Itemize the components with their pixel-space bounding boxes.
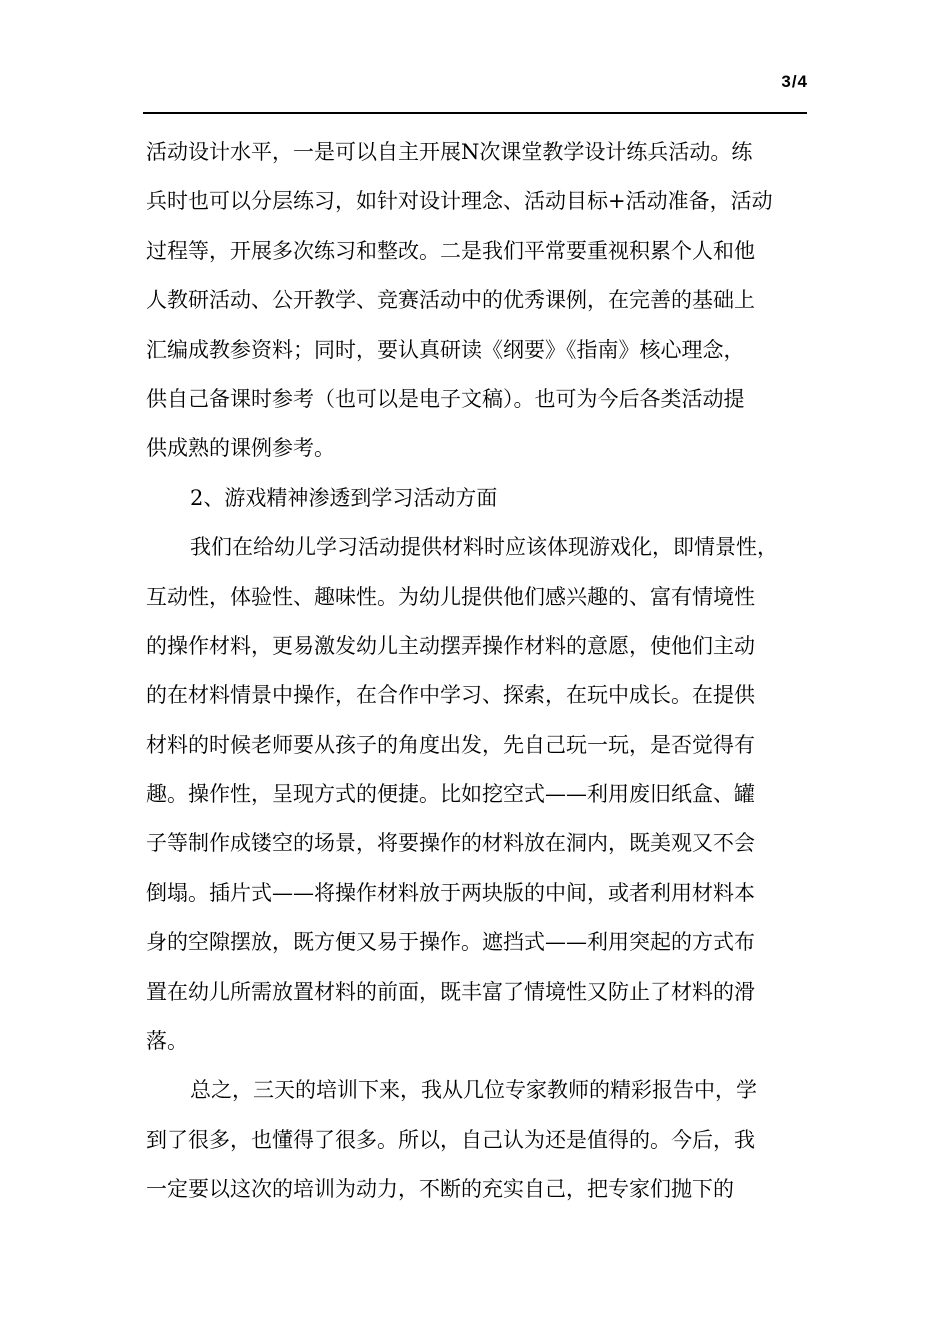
- paragraph-line: 汇编成教参资料；同时，要认真研读《纲要》《指南》核心理念，: [146, 337, 745, 362]
- paragraph-line: 人教研活动、公开教学、竞赛活动中的优秀课例，在完善的基础上: [146, 288, 755, 313]
- paragraph-line: 总之，三天的培训下来，我从几位专家教师的精彩报告中，学: [190, 1078, 757, 1103]
- paragraph-line: 一定要以这次的培训为动力，不断的充实自己，把专家们抛下的: [146, 1177, 734, 1202]
- document-body: [146, 128, 810, 1215]
- page-number: 3/4: [781, 72, 808, 91]
- paragraph-line: 倒塌。插片式——将操作材料放于两块版的中间，或者利用材料本: [146, 880, 755, 905]
- paragraph-line: 过程等，开展多次练习和整改。二是我们平常要重视积累个人和他: [146, 238, 755, 263]
- paragraph-line: 的操作材料，更易激发幼儿主动摆弄操作材料的意愿，使他们主动: [146, 633, 755, 658]
- paragraph-line: 子等制作成镂空的场景，将要操作的材料放在洞内，既美观又不会: [146, 831, 755, 856]
- paragraph-line: 互动性，体验性、趣味性。为幼儿提供他们感兴趣的、富有情境性: [146, 584, 755, 609]
- paragraph-line: 趣。操作性，呈现方式的便捷。比如挖空式——利用废旧纸盒、罐: [146, 782, 755, 807]
- paragraph-line: 到了很多，也懂得了很多。所以，自己认为还是值得的。今后，我: [146, 1127, 755, 1152]
- paragraph-line: 供自己备课时参考（也可以是电子文稿）。也可为今后各类活动提: [146, 386, 745, 411]
- paragraph-line: 兵时也可以分层练习，如针对设计理念、活动目标+活动准备，活动: [146, 189, 773, 214]
- header-rule: [143, 112, 807, 114]
- paragraph-line: 的在材料情景中操作，在合作中学习、探索，在玩中成长。在提供: [146, 683, 755, 708]
- paragraph-line: 供成熟的课例参考。: [146, 436, 335, 461]
- paragraph-line: 身的空隙摆放，既方便又易于操作。遮挡式——利用突起的方式布: [146, 930, 755, 955]
- paragraph-line: 我们在给幼儿学习活动提供材料时应该体现游戏化，即情景性，: [190, 535, 778, 560]
- paragraph-line: 活动设计水平，一是可以自主开展N次课堂教学设计练兵活动。练: [146, 140, 753, 164]
- paragraph-line: 置在幼儿所需放置材料的前面，既丰富了情境性又防止了材料的滑: [146, 979, 755, 1004]
- section-heading: 2、游戏精神渗透到学习活动方面: [190, 485, 498, 510]
- paragraph-line: 材料的时候老师要从孩子的角度出发，先自己玩一玩，是否觉得有: [146, 732, 755, 757]
- paragraph-line: 落。: [146, 1029, 188, 1054]
